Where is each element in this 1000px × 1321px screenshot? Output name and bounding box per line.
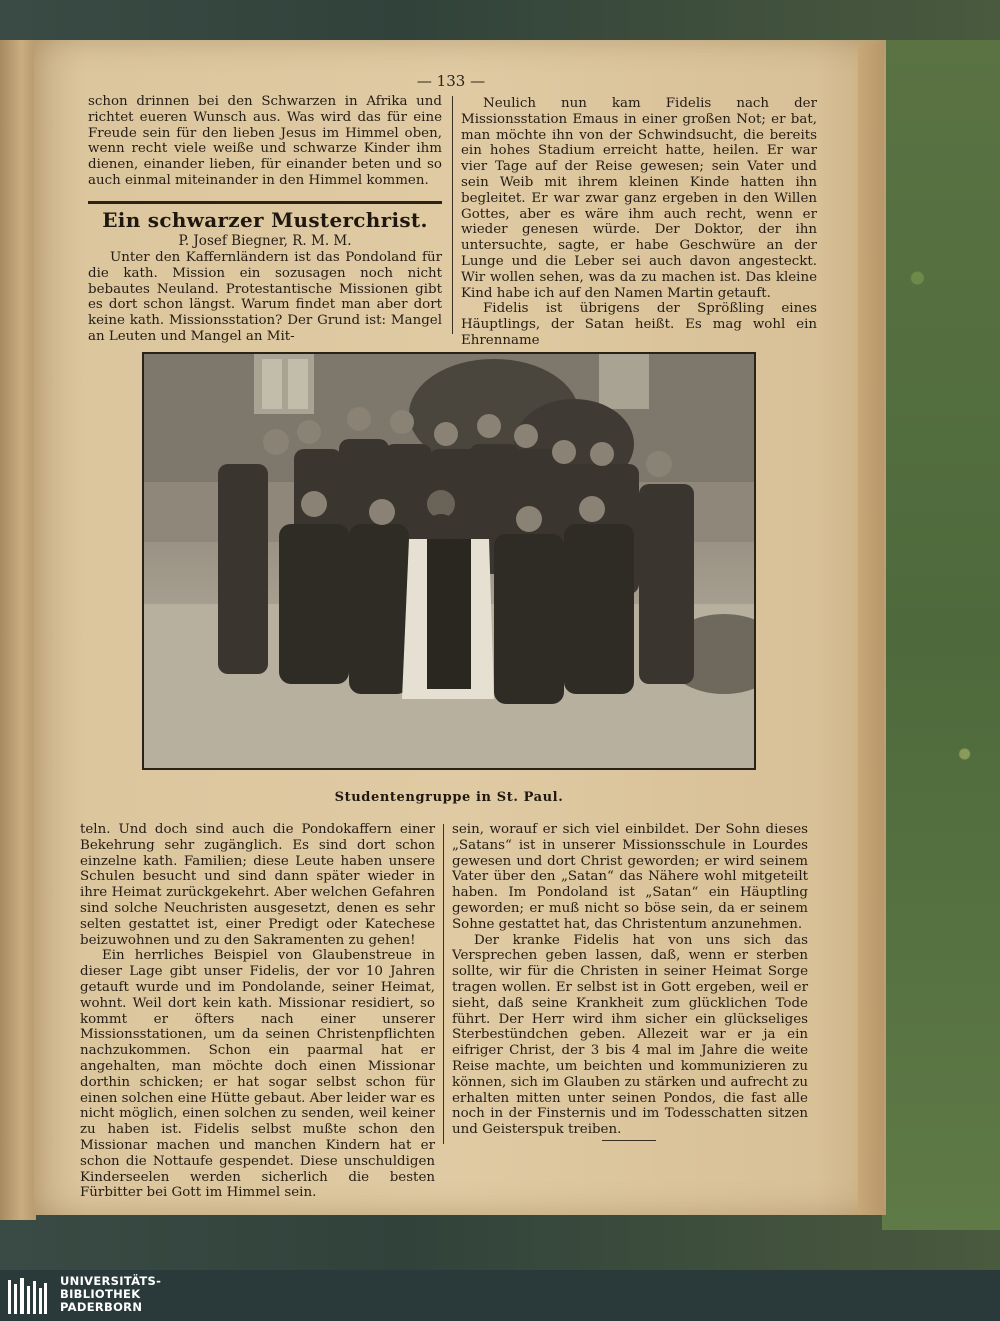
column-divider — [443, 824, 444, 1144]
paragraph: sein, worauf er sich viel einbildet. Der Sohn dieses „Satans“ ist in unserer Missionsschule in Lourdes gewesen und dort Christ geworden; er wird seinem Vater über den „Satan“ das Nähere wohl mitgeteilt haben. Im Pondoland ist „Satan“ ein Häuptling geworden; er muß nicht so böse sein, da er seinem Sohne gestattet hat, das Christentum anzunehmen. — [452, 822, 808, 932]
paragraph: Neulich nun kam Fidelis nach der Missionsstation Emaus in einer großen Not; er bat, man möchte ihn von der Schwindsucht, die bereits ein hohes Stadium erreicht hatte, heilen. Er war vier Tage auf der Reise gewesen; sein Vater und sein Weib mit ihrem kleinen Kinde hatten ihn begleitet. Er war zwar ganz ergeben in den Willen Gottes, aber es wäre ihm auch recht, wenn er wieder genesen würde. Der Doktor, der ihn untersuchte, sagte, er habe Geschwüre an der Lunge und die Leber sei auch davon angesteckt. Wir wollen sehen, was da zu machen ist. Das kleine Kind habe ich auf den Namen Martin getauft. — [461, 96, 817, 301]
article-divider — [88, 201, 442, 204]
end-of-article-rule — [602, 1140, 656, 1141]
right-top-column — [461, 96, 817, 349]
right-bottom-column — [452, 822, 808, 1138]
article-title: Ein schwarzer Musterchrist. — [102, 208, 428, 232]
photo-illustration — [144, 354, 754, 768]
library-name-line: PADERBORN — [60, 1300, 143, 1314]
paragraph: Der kranke Fidelis hat von uns sich das Versprechen geben lassen, daß, wenn er sterben sollte, wir für die Christen in seiner Heimat Sorge tragen wollen. Er selbst ist in Gott ergeben, weil er sieht, daß seine Krankheit zum glücklichen Tode führt. Der Herr wird ihm sicher ein glückseliges Sterbestündchen geben. Allezeit war er ja ein eifriger Christ, der 3 bis 4 mal im Jahre die weite Reise machte, um beichten und kommunizieren zu können, sich im Glauben zu stärken und aufrecht zu erhalten mitten unter seinen Pondos, die fast alle noch in der Finsternis und im Todesschatten sitzen und Geisterspuk treiben. — [452, 932, 808, 1138]
library-logo-icon — [8, 1276, 48, 1314]
paragraph: Ein herrliches Beispiel von Glaubenstreue in dieser Lage gibt unser Fidelis, der vor 10 Jahren getauft wurde und im Pondolande, seiner Heimat, wohnt. Weil dort kein kath. Missionar residiert, so kommt er öfters nach einer unserer Missionsstationen, um da seinen Christenpflichten nachzukommen. Schon ein paarmal hat er angehalten, man möchte doch einen Missionar dorthin schicken; er hat sogar selbst schon für einen solchen eine Hütte gebaut. Aber leider war es nicht möglich, einen solchen zu senden, weil keiner zu haben ist. Fidelis selbst mußte schon den Missionar machen und manchen Kindern hat er schon die Nottaufe gespendet. Diese unschuldigen Kinderseelen werden sicherlich die besten Fürbitter bei Gott im Himmel sein. — [80, 948, 435, 1201]
page-number: — 133 — — [416, 72, 486, 90]
article-intro-column — [88, 250, 442, 345]
left-bottom-column — [80, 822, 435, 1201]
article-author: P. Josef Biegner, R. M. M. — [178, 233, 352, 249]
facing-page-edge — [0, 40, 36, 1220]
left-top-column — [88, 94, 442, 189]
photo-caption: Studentengruppe in St. Paul. — [334, 790, 564, 805]
library-name — [60, 1275, 161, 1314]
paragraph: Unter den Kaffernländern ist das Pondoland für die kath. Mission ein sozusagen noch nicht bebautes Neuland. Protestantische Missionen gibt es dort schon längst. Warum findet man aber dort keine kath. Missionsstation? Der Grund ist: Mangel an Leuten und Mangel an Mit- — [88, 250, 442, 344]
library-name-line: BIBLIOTHEK — [60, 1287, 141, 1301]
paragraph: Fidelis ist übrigens der Sprößling eines Häuptlings, der Satan heißt. Es mag wohl ein Ehrenname — [461, 301, 817, 348]
library-name-line: UNIVERSITÄTS- — [60, 1274, 162, 1288]
book-cover-edge — [882, 40, 1000, 1230]
page-stack-edge — [858, 44, 884, 1214]
paragraph: schon drinnen bei den Schwarzen in Afrika und richtet eueren Wunsch aus. Was wird das für eine Freude sein für den lieben Jesus im Himmel oben, wenn recht viele weiße und schwarze Kinder ihm dienen, einander lieben, für einander beten und so auch einmal miteinander in den Himmel kommen. — [88, 94, 442, 188]
group-photograph — [142, 352, 756, 770]
column-divider — [452, 96, 453, 334]
paragraph: teln. Und doch sind auch die Pondokaffern einer Bekehrung sehr zugänglich. Es sind dort schon einzelne kath. Familien; diese Leute haben unsere Schulen besucht und sind dann später wieder in ihre Heimat zurückgekehrt. Aber welchen Gefahren sind solche Neuchristen ausgesetzt, denen es sehr selten gestattet ist, einer Predigt oder Katechese beizuwohnen und zu den Sakramenten zu gehen! — [80, 822, 435, 948]
